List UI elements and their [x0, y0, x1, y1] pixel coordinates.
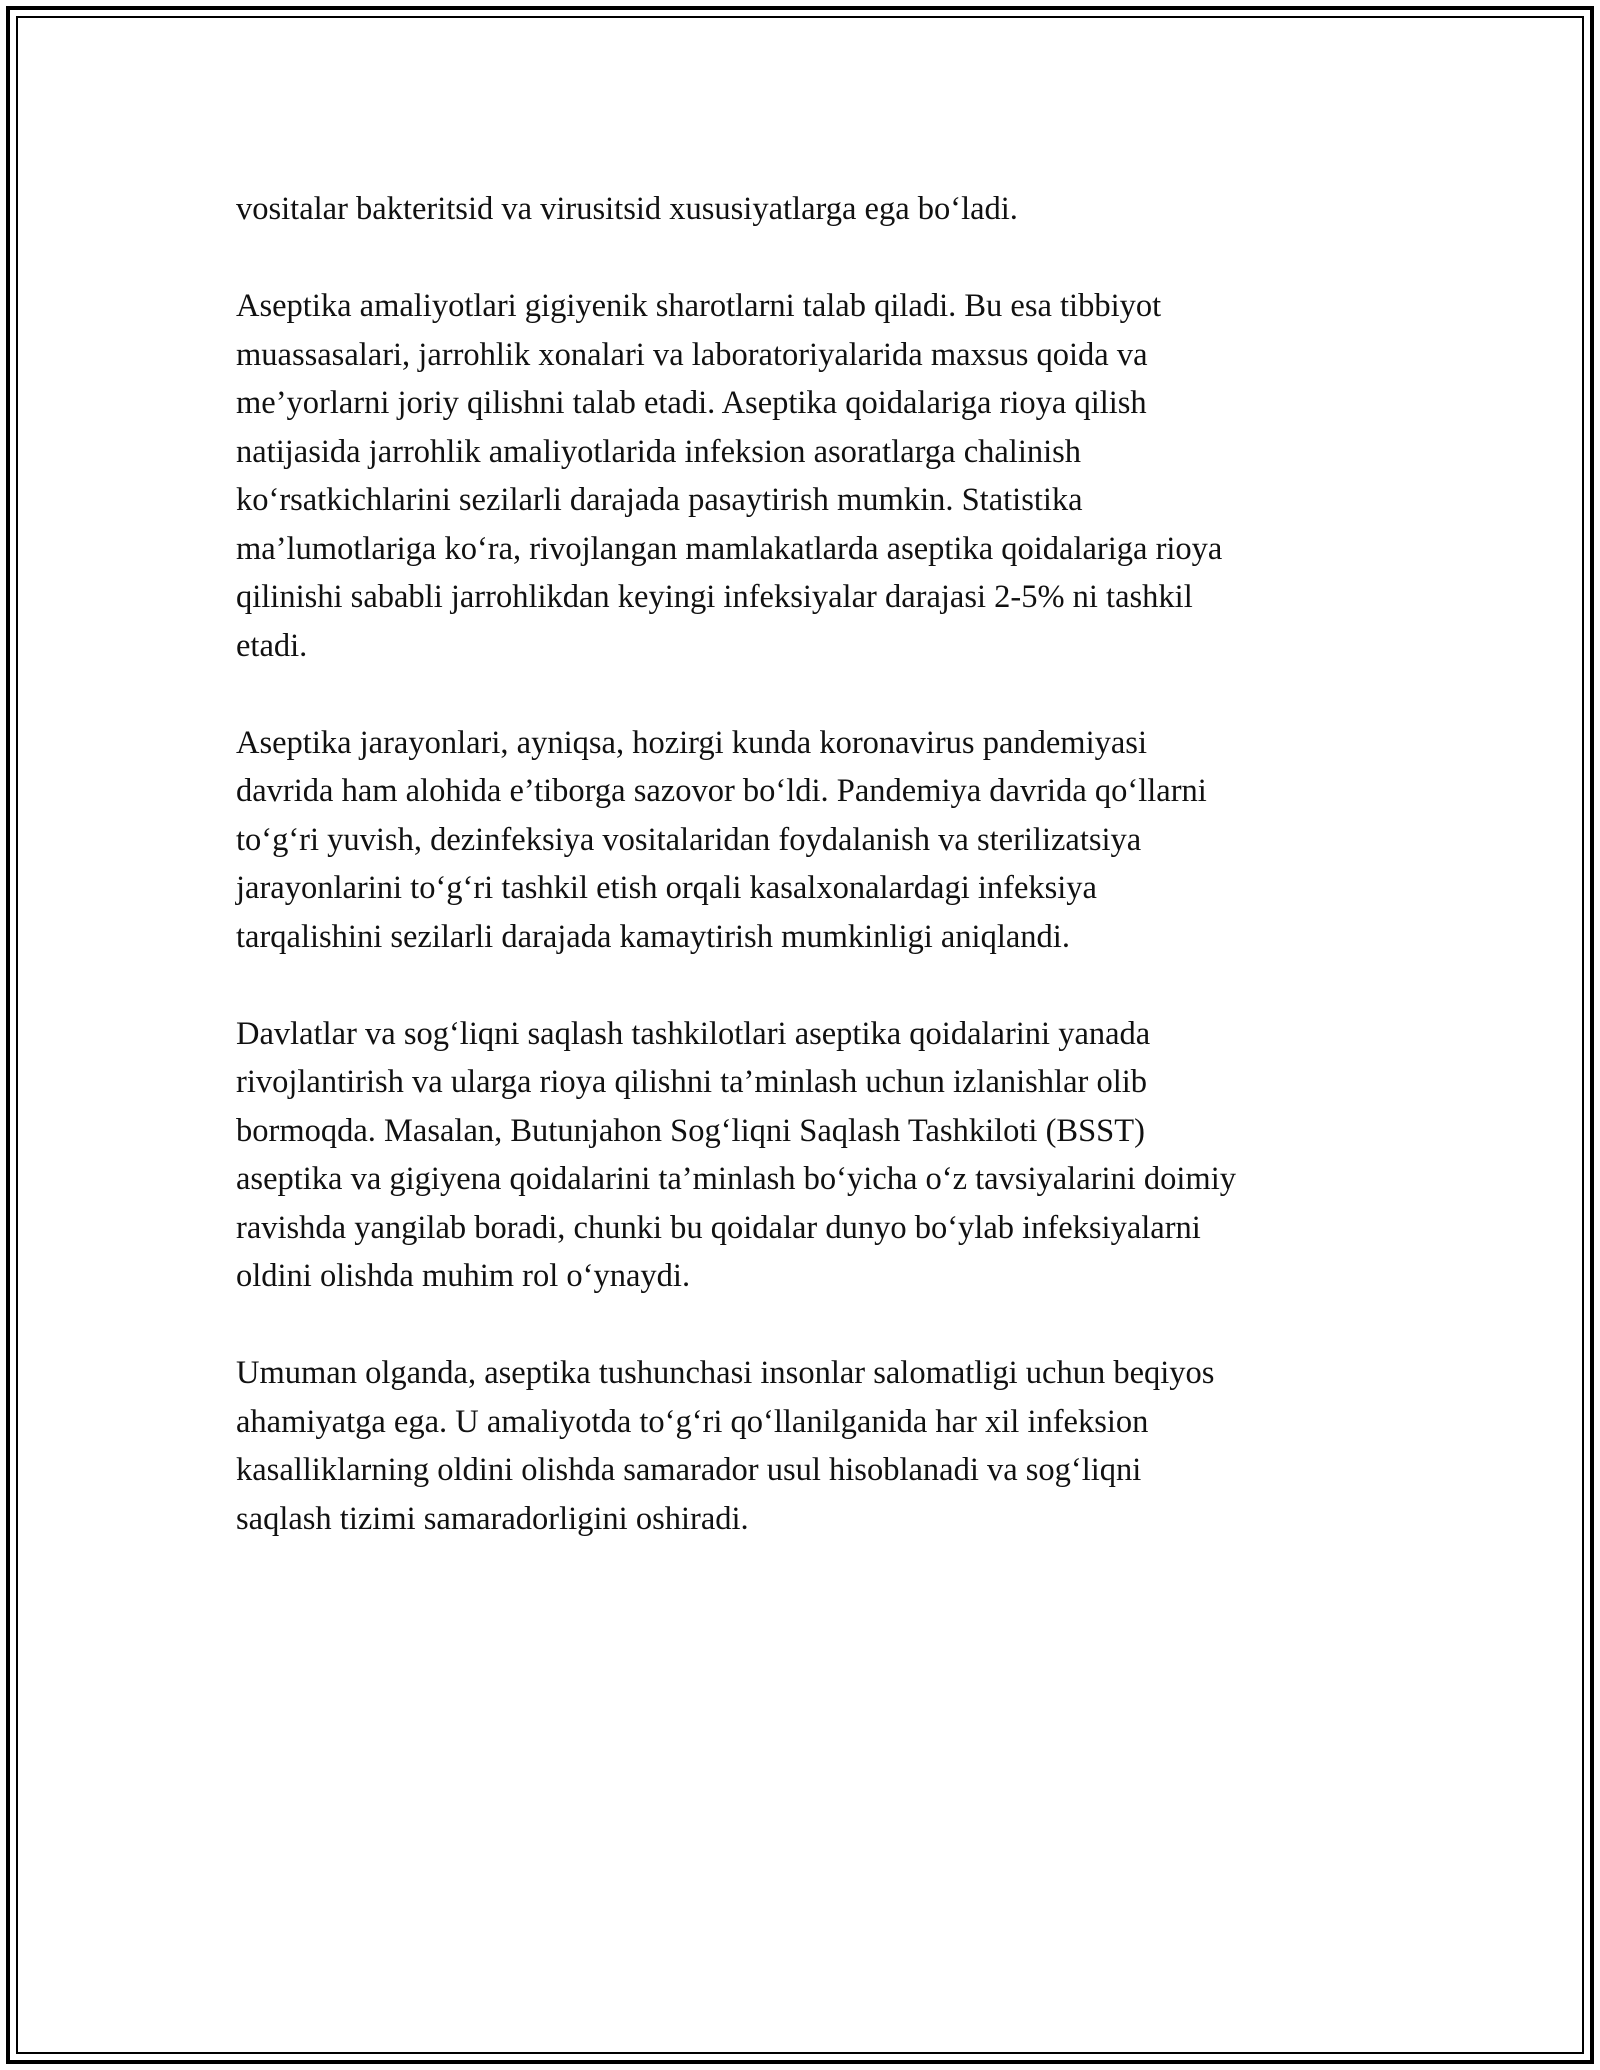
document-body: [236, 185, 1376, 1592]
text-line: ahamiyatga ega. U amaliyotda to‘g‘ri qo‘llanilganida har xil infeksion: [236, 1403, 1149, 1440]
paragraph-2: [236, 282, 1376, 670]
text-line: Umuman olganda, aseptika tushunchasi insonlar salomatligi uchun beqiyos: [236, 1355, 1215, 1391]
text-line: Davlatlar va sog‘liqni saqlash tashkilotlari aseptika qoidalarini yanada: [236, 1015, 1151, 1052]
text-line: muassasalari, jarrohlik xonalari va laboratoriyalarida maxsus qoida va: [236, 336, 1148, 373]
text-line: jarayonlarini to‘g‘ri tashkil etish orqali kasalxonalardagi infeksiya: [236, 870, 1097, 906]
text-line: saqlash tizimi samaradorligini oshiradi.: [236, 1500, 749, 1537]
paragraph-5: [236, 1349, 1376, 1543]
text-line: kasalliklarning oldini olishda samarador usul hisoblanadi va sog‘liqni: [236, 1452, 1142, 1488]
text-line: natijasida jarrohlik amaliyotlarida infeksion asoratlarga chalinish: [236, 433, 1082, 470]
text-line: bormoqda. Masalan, Butunjahon Sog‘liqni Saqlash Tashkiloti (BSST): [236, 1112, 1145, 1149]
text-line: qilinishi sababli jarrohlikdan keyingi infeksiyalar darajasi 2-5% ni tashkil: [236, 579, 1193, 615]
text-line: etadi.: [236, 627, 308, 664]
text-line: aseptika va gigiyena qoidalarini ta’minlash bo‘yicha o‘z tavsiyalarini doimiy: [236, 1161, 1236, 1197]
text-line: ko‘rsatkichlarini sezilarli darajada pasaytirish mumkin. Statistika: [236, 482, 1083, 518]
text-line: oldini olishda muhim rol o‘ynaydi.: [236, 1258, 691, 1294]
paragraph-4: [236, 1010, 1376, 1301]
text-line: rivojlantirish va ularga rioya qilishni ta’minlash uchun izlanishlar olib: [236, 1064, 1148, 1100]
text-line: to‘g‘ri yuvish, dezinfeksiya vositalaridan foydalanish va sterilizatsiya: [236, 821, 1142, 858]
text-line: vositalar bakteritsid va virusitsid xususiyatlarga ega bo‘ladi.: [236, 191, 1018, 227]
text-line: Aseptika amaliyotlari gigiyenik sharotlarni talab qiladi. Bu esa tibbiyot: [236, 288, 1162, 324]
text-line: tarqalishini sezilarli darajada kamaytirish mumkinligi aniqlandi.: [236, 918, 1070, 955]
text-line: davrida ham alohida e’tiborga sazovor bo‘ldi. Pandemiya davrida qo‘llarni: [236, 773, 1207, 809]
text-line: Aseptika jarayonlari, ayniqsa, hozirgi kunda koronavirus pandemiyasi: [236, 724, 1147, 761]
text-line: ma’lumotlariga ko‘ra, rivojlangan mamlakatlarda aseptika qoidalariga rioya: [236, 530, 1223, 567]
text-line: ravishda yangilab boradi, chunki bu qoidalar dunyo bo‘ylab infeksiyalarni: [236, 1209, 1201, 1246]
paragraph-3: [236, 719, 1376, 962]
text-line: me’yorlarni joriy qilishni talab etadi. Aseptika qoidalariga rioya qilish: [236, 385, 1147, 421]
paragraph-1: [236, 185, 1376, 234]
